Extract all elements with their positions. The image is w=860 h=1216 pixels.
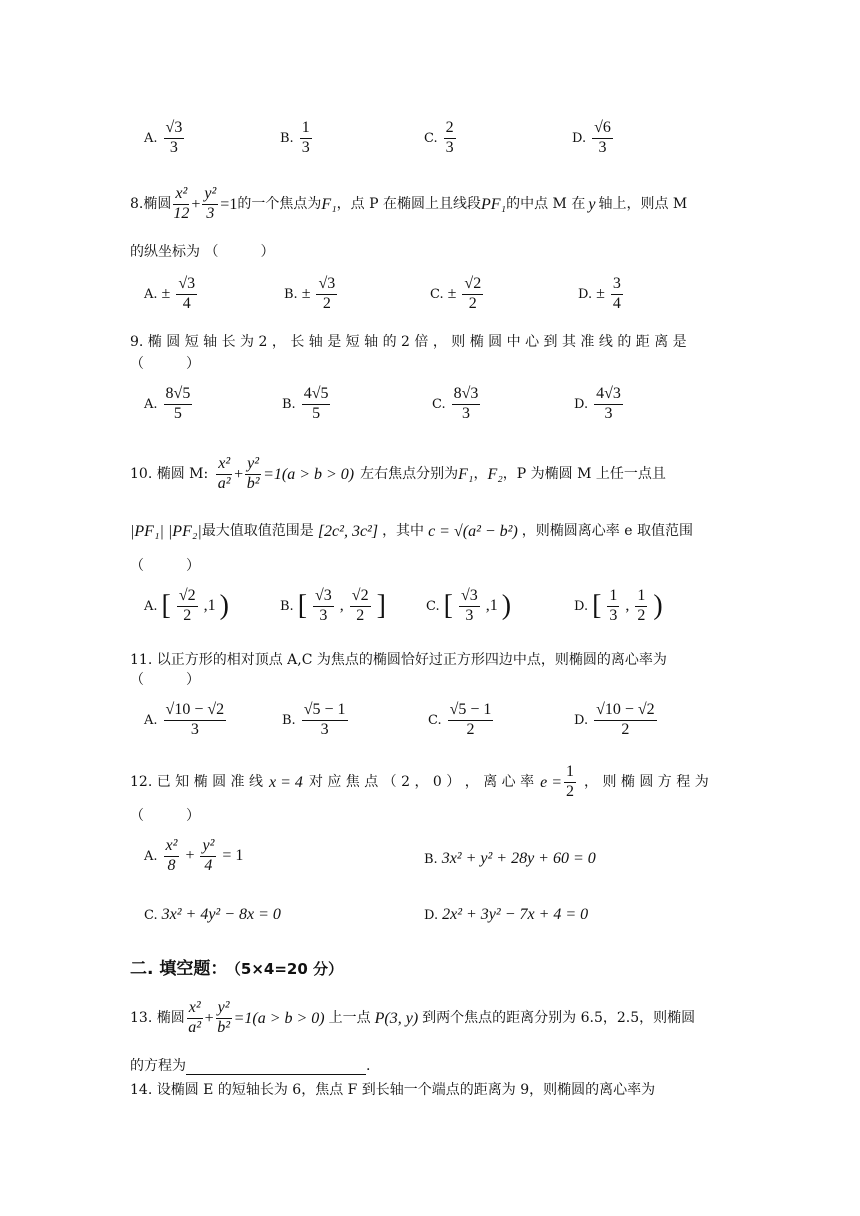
fraction [313, 588, 334, 625]
q10-text: ， [473, 465, 488, 482]
plus-minus: ± [596, 285, 605, 303]
option-label: B. [280, 130, 294, 146]
eccentricity-symbol: e = [540, 773, 562, 791]
q10-prefix: 10. 椭圆 M: [130, 465, 209, 482]
q10-option-a [144, 588, 229, 625]
q8-option-d [578, 276, 625, 313]
q9-stem-line2: （ ） [130, 356, 200, 372]
equals: = 1 [222, 847, 244, 865]
segment-symbol: PF₁ [481, 195, 507, 213]
q8-prefix: 8.椭圆 [130, 195, 172, 212]
fraction [164, 120, 185, 157]
option-label: D. [424, 907, 439, 923]
bracket: ] [376, 590, 386, 622]
option-label: B. [424, 851, 438, 867]
denominator: 3 [609, 606, 618, 624]
q8-stem: 8.椭圆 $\frac{\text{x²}}{12}$ + $\frac{\text{y²}}{3}$ =1 的一个焦点为 F₁ ，点 P 在椭圆上且线段 PF₁ 的中点 M 在 y 轴上，则点 M [130, 185, 688, 222]
numerator: 2 [444, 120, 456, 139]
q12-option-d [424, 906, 588, 924]
option-label: A. [144, 286, 158, 302]
q14-stem: 14. 设椭圆 E 的短轴长为 6，焦点 F 到长轴一个端点的距离为 9，则椭圆的离心率为 [130, 1082, 656, 1098]
denominator: 2 [466, 720, 475, 738]
fraction [245, 456, 261, 493]
numerator: √2 [462, 276, 483, 295]
section-score: （5×4=20 分） [233, 960, 343, 978]
q13-text: 的方程为 [130, 1058, 186, 1074]
numerator: 1 [564, 764, 576, 783]
denominator: 3 [462, 404, 471, 422]
q11-option-c [428, 702, 495, 739]
denominator: 2 [637, 606, 646, 624]
q7-option-b [280, 120, 314, 157]
denominator: 2 [468, 294, 477, 312]
numerator: 8√5 [164, 386, 193, 405]
numerator: √10 − √2 [594, 702, 657, 721]
bound: ,1 [203, 597, 216, 615]
numerator: y² [245, 456, 261, 475]
equation: 2x² + 3y² − 7x + 4 = 0 [442, 906, 589, 923]
fraction [607, 588, 619, 625]
section-heading [130, 954, 343, 979]
q13-text: 到两个焦点的距离分别为 6.5，2.5，则椭圆 [422, 1009, 696, 1026]
focus-symbol: F₁ [458, 465, 474, 483]
numerator: 1 [300, 120, 312, 139]
q7-option-a [144, 120, 186, 157]
fraction [202, 186, 218, 223]
q12-option-b [424, 850, 596, 868]
plus-minus: ± [447, 285, 457, 303]
fraction [594, 386, 623, 423]
numerator: √2 [350, 588, 371, 607]
q7-option-d [572, 120, 615, 157]
denominator: 8 [167, 856, 176, 874]
q10-stem-line3: （ ） [130, 558, 200, 574]
fraction [459, 588, 480, 625]
q10-text: 最大值取值范围是 [201, 523, 314, 540]
denominator: 3 [604, 404, 613, 422]
q8-stem-line2: 的纵坐标为 （ ） [130, 244, 275, 260]
c-expression: c = √(a² − b²) [428, 523, 518, 540]
fraction [448, 702, 494, 739]
fraction [635, 588, 647, 625]
q12-stem-line2: （ ） [130, 808, 200, 824]
option-label: A. [144, 712, 158, 728]
option-label: C. [428, 712, 442, 728]
focus-symbol: F₁ [321, 195, 337, 213]
q10-text: 左右焦点分别为 [360, 465, 459, 482]
q12-text: 12. 已 知 椭 圆 准 线 [130, 773, 263, 790]
q9-option-b [282, 386, 332, 423]
equation: 3x² + 4y² − 8x = 0 [161, 906, 281, 923]
denominator: 2 [356, 606, 365, 624]
fraction [164, 702, 227, 739]
option-label: A. [144, 598, 158, 614]
section-title: 二. 填空题： [130, 959, 228, 979]
q12-stem [130, 764, 709, 801]
option-label: C. [424, 130, 438, 146]
option-label: D. [574, 598, 589, 614]
fraction [452, 386, 481, 423]
denominator: 3 [206, 204, 215, 222]
bracket: [ [297, 590, 308, 622]
option-label: B. [282, 712, 296, 728]
numerator: x² [173, 186, 189, 205]
q8-text: 轴上，则点 M [598, 195, 688, 212]
option-label: A. [144, 848, 158, 864]
fraction [594, 702, 657, 739]
q13-stem: 13. 椭圆 $\frac{\text{x²}}{\text{a²}}$ + $\frac{\text{y²}}{\text{b²}}$ =1(a > b > 0) 上一点 P(3, y) 到两个焦点的距离分别为 6.5，2.5，则椭圆 [130, 999, 696, 1036]
numerator: √10 − √2 [164, 702, 227, 721]
point-expression: P(3, y) [374, 1009, 419, 1027]
q10-stem-line2 [130, 522, 693, 541]
denominator: 3 [301, 138, 310, 156]
q9-stem: 9. 椭 圆 短 轴 长 为 2 ， 长 轴 是 短 轴 的 2 倍 ， 则 椭 圆 中 心 到 其 准 线 的 距 离 是 [130, 334, 687, 350]
plus-minus: ± [161, 285, 171, 303]
q10-text: ，其中 [382, 523, 425, 540]
denominator: 4 [182, 294, 191, 312]
fraction [611, 276, 623, 313]
denominator: 3 [598, 138, 607, 156]
numerator: 4√3 [594, 386, 623, 405]
numerator: x² [216, 456, 232, 475]
q9-option-d [574, 386, 625, 423]
q8-text: ，点 P 在椭圆上且线段 [336, 195, 481, 212]
denominator: b² [246, 474, 260, 492]
option-label: C. [430, 286, 444, 302]
q8-text: 的一个焦点为 [237, 195, 322, 212]
numerator: √3 [176, 276, 197, 295]
q11-stem: 11. 以正方形的相对顶点 A,C 为焦点的椭圆恰好过正方形四边中点，则椭圆的离心率为 [130, 652, 667, 668]
option-label: C. [144, 907, 158, 923]
bracket: [ [592, 590, 602, 622]
denominator: 3 [319, 606, 328, 624]
option-label: D. [578, 286, 593, 302]
bound: ,1 [485, 597, 498, 615]
denominator: 12 [173, 204, 190, 222]
numerator: 3 [611, 276, 623, 295]
numerator: √2 [177, 588, 198, 607]
directrix-expression: x = 4 [268, 773, 303, 791]
denominator: 3 [169, 138, 178, 156]
denominator: 3 [445, 138, 454, 156]
q8-option-a [144, 276, 199, 313]
bracket: [ [443, 590, 453, 622]
q13-text: 上一点 [328, 1009, 371, 1026]
numerator: y² [202, 186, 218, 205]
q10-option-d: D. [ $\frac{1}{3}$ , $\frac{1}{2}$ ) [574, 587, 663, 624]
bracket: ) [653, 590, 663, 622]
fraction [187, 1000, 203, 1037]
numerator: √3 [313, 588, 334, 607]
numerator: √5 − 1 [448, 702, 494, 721]
option-label: B. [282, 396, 296, 412]
denominator: a² [188, 1018, 202, 1036]
option-label: D. [572, 130, 587, 146]
denominator: a² [217, 474, 231, 492]
range-expression: [2c², 3c²] [317, 523, 379, 540]
option-label: C. [426, 598, 440, 614]
q13-text: 13. 椭圆 [130, 1009, 185, 1026]
fraction [200, 838, 216, 875]
fraction [164, 386, 193, 423]
denominator: 3 [465, 606, 474, 624]
plus-minus: ± [301, 285, 311, 303]
q11-option-b [282, 702, 350, 739]
denominator: 2 [566, 782, 574, 800]
bracket: ) [219, 590, 229, 622]
q12-text: 对 应 焦 点 （ 2 ， 0 ） ， 离 心 率 [308, 773, 535, 790]
option-label: B. [280, 598, 294, 614]
option-label: B. [284, 286, 298, 302]
fraction [164, 838, 180, 875]
q13-stem-line2 [130, 1058, 370, 1075]
fraction [173, 186, 189, 223]
numerator: 8√3 [452, 386, 481, 405]
equals: =1 [220, 195, 238, 213]
denominator: 2 [322, 294, 331, 312]
numerator: y² [200, 838, 216, 857]
denominator: 2 [183, 606, 192, 624]
axis-symbol: y [588, 195, 596, 213]
denominator: 2 [621, 720, 630, 738]
q8-text: 的中点 M 在 [506, 195, 586, 212]
q10-option-b: B. [ $\frac{√3}{3}$ , $\frac{√2}{2}$ ] [280, 587, 386, 624]
numerator: x² [187, 1000, 203, 1019]
denominator: 5 [173, 404, 182, 422]
numerator: √3 [459, 588, 480, 607]
denominator: 4 [612, 294, 621, 312]
fraction [444, 120, 456, 157]
answer-blank[interactable] [186, 1060, 366, 1075]
option-label: D. [574, 712, 589, 728]
option-label: C. [432, 396, 446, 412]
denominator: 3 [190, 720, 199, 738]
q8-option-b [284, 276, 339, 313]
option-label: A. [144, 396, 158, 412]
q9-option-a [144, 386, 194, 423]
fraction [316, 276, 337, 313]
numerator: √3 [316, 276, 337, 295]
denominator: b² [217, 1018, 230, 1036]
fraction [350, 588, 371, 625]
q10-option-c [426, 588, 511, 625]
numerator: y² [216, 1000, 232, 1019]
numerator: √3 [164, 120, 185, 139]
numerator: x² [164, 838, 180, 857]
denominator: 5 [312, 404, 321, 422]
product-expression: |PF₁| |PF₂| [130, 523, 202, 540]
bracket: ) [501, 590, 512, 622]
q8-option-c [430, 276, 485, 313]
fraction [564, 764, 576, 801]
numerator: √6 [592, 120, 613, 139]
fraction [216, 456, 232, 493]
numerator: 4√5 [302, 386, 331, 405]
q12-option-c [144, 906, 281, 924]
fraction [302, 386, 331, 423]
numerator: 1 [635, 588, 647, 607]
equation: 3x² + y² + 28y + 60 = 0 [441, 850, 596, 867]
fraction [216, 1000, 232, 1037]
q9-option-c [432, 386, 482, 423]
q12-option-a: A. $\frac{\text{x²}}{8}$ + $\frac{\text{y²}}{4}$ = 1 [144, 837, 244, 874]
q11-option-d [574, 702, 659, 739]
fraction [592, 120, 613, 157]
denominator: 4 [204, 856, 213, 874]
q12-text: ， 则 椭 圆 方 程 为 [584, 773, 709, 790]
condition: =1(a > b > 0) [233, 1009, 325, 1027]
numerator: 1 [607, 588, 619, 607]
q10-text: ，P 为椭圆 M 上任一点且 [502, 465, 666, 482]
bracket: [ [161, 590, 171, 622]
condition: =1(a > b > 0) [263, 465, 355, 483]
fraction [302, 702, 348, 739]
q10-text: ，则椭圆离心率 e 取值范围 [521, 523, 693, 540]
numerator: √5 − 1 [302, 702, 348, 721]
option-label: D. [574, 396, 589, 412]
fraction [176, 276, 197, 313]
fraction [462, 276, 483, 313]
option-label: A. [144, 130, 158, 146]
q10-stem: 10. 椭圆 M: $\frac{\text{x²}}{\text{a²}}$ + $\frac{\text{y²}}{\text{b²}}$ =1(a > b > 0) 左右焦点分别为 F₁ ， F₂ ，P 为椭圆 M 上任一点且 [130, 455, 666, 492]
fraction [177, 588, 198, 625]
q11-stem-line2: （ ） [130, 672, 200, 688]
q13-text: . [366, 1058, 371, 1074]
denominator: 3 [320, 720, 329, 738]
focus-symbol: F₂ [487, 465, 503, 483]
fraction [300, 120, 312, 157]
q7-option-c [424, 120, 458, 157]
q11-option-a [144, 702, 228, 739]
